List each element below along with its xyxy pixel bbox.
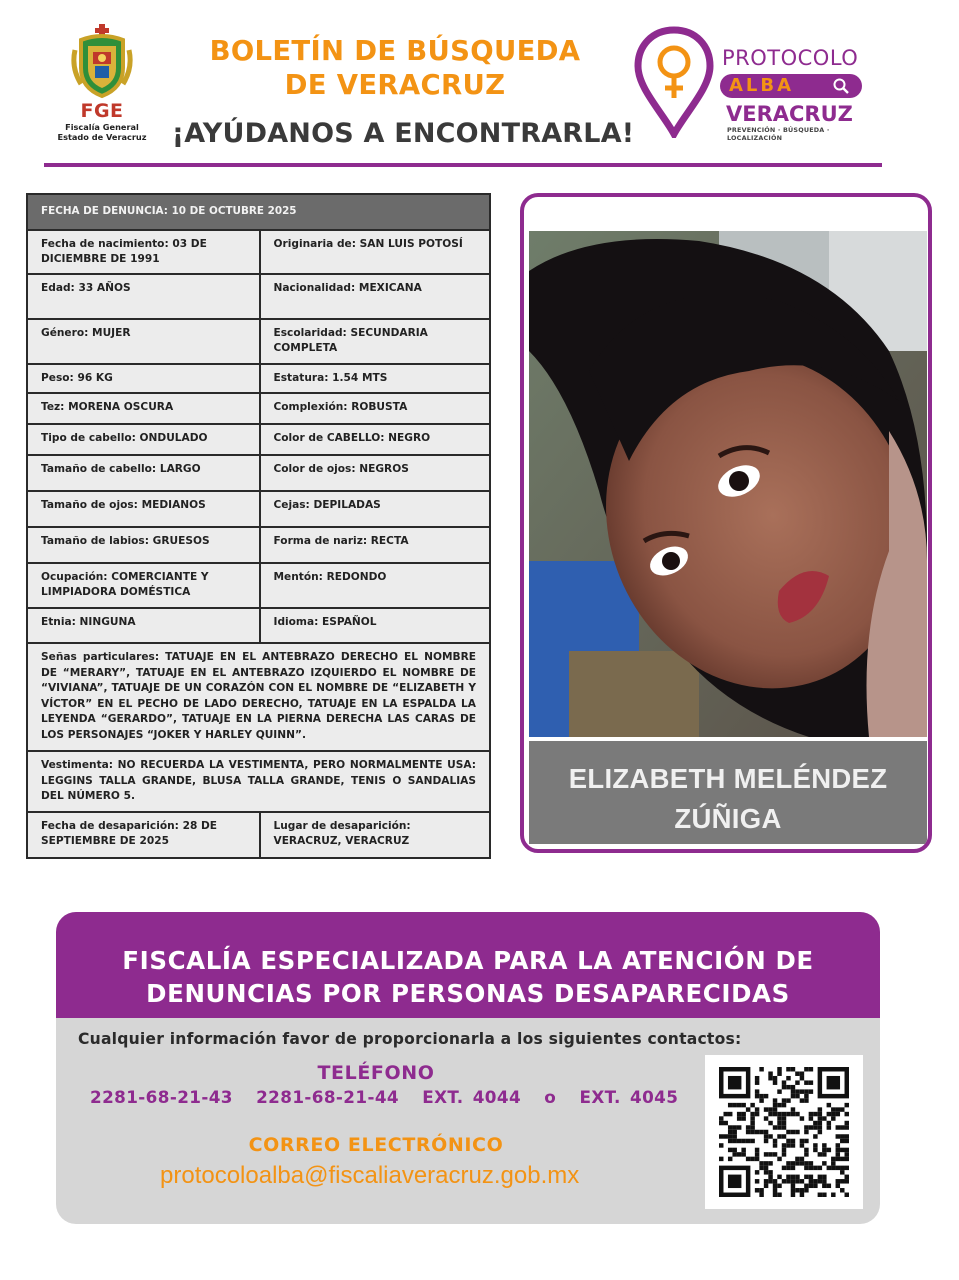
table-row: [28, 528, 489, 564]
table-row: [28, 644, 489, 752]
ethnicity-cell: Etnia: NINGUNA: [41, 616, 136, 628]
table-row: [28, 365, 489, 394]
origin-cell: Originaria de: SAN LUIS POTOSÍ: [259, 231, 490, 273]
search-icon: [832, 77, 850, 95]
protocolo-alba-logo: [632, 26, 872, 142]
table-row: [28, 275, 489, 320]
hair-color-cell: Color de CABELLO: NEGRO: [259, 425, 490, 454]
weight-cell: Peso: 96 KG: [41, 372, 113, 384]
language-cell: Idioma: ESPAÑOL: [259, 609, 490, 642]
qr-code[interactable]: [705, 1055, 863, 1209]
hair-type-cell: Tipo de cabello: ONDULADO: [41, 432, 208, 444]
conjunction-text: o: [544, 1087, 557, 1107]
bulletin-title: [180, 34, 610, 102]
bulletin-title-line1: BOLETÍN DE BÚSQUEDA: [209, 35, 581, 67]
female-symbol-pin-icon: [632, 26, 716, 138]
email-link[interactable]: protocoloalba@fiscaliaveracruz.gob.mx: [160, 1162, 580, 1189]
alba-state-text: VERACRUZ: [726, 102, 853, 126]
help-headline: ¡AYÚDANOS A ENCONTRARLA!: [171, 118, 635, 149]
heading-line2: DENUNCIAS POR PERSONAS DESAPARECIDAS: [146, 979, 790, 1008]
person-name-band: [529, 741, 927, 844]
extension-text: EXT. 4045: [579, 1087, 679, 1107]
nose-shape-cell: Forma de nariz: RECTA: [259, 528, 490, 562]
person-name-line2: ZÚÑIGA: [674, 803, 782, 834]
missing-person-photo: [529, 231, 927, 737]
gender-cell: Género: MUJER: [41, 327, 131, 339]
table-row: [28, 752, 489, 813]
lip-size-cell: Tamaño de labios: GRUESOS: [41, 535, 210, 547]
alba-tagline: PREVENCIÓN · BÚSQUEDA · LOCALIZACIÓN: [727, 126, 830, 142]
bulletin-title-line2: DE VERACRUZ: [284, 69, 506, 101]
missing-person-card: [520, 193, 932, 853]
schooling-cell: Escolaridad: SECUNDARIA COMPLETA: [259, 320, 490, 363]
table-row: [28, 813, 489, 857]
table-row: [28, 320, 489, 365]
extension-text: EXT. 4044: [422, 1087, 522, 1107]
disappearance-place-cell: Lugar de desaparición: VERACRUZ, VERACRUZ: [259, 813, 490, 857]
table-row: [28, 456, 489, 492]
alba-protocolo-text: PROTOCOLO: [722, 46, 859, 70]
table-row: [28, 231, 489, 275]
header-divider: [44, 163, 882, 167]
prosecutor-office-heading: [56, 912, 880, 1018]
birth-date-cell: Fecha de nacimiento: 03 DE DICIEMBRE DE 1991: [41, 238, 207, 265]
veracruz-crest-icon: [71, 24, 133, 100]
clothing-description: Vestimenta: NO RECUERDA LA VESTIMENTA, PERO NORMALMENTE USA: LEGGINS TALLA GRANDE, BLUSA TALLA GRANDE, TENIS O SANDALIAS DEL NÚMERO 5.: [41, 759, 476, 802]
agency-abbr: FGE: [80, 100, 124, 122]
email-label: CORREO ELECTRÓNICO: [248, 1134, 504, 1156]
person-details-table: [26, 193, 491, 859]
age-cell: Edad: 33 AÑOS: [41, 282, 131, 294]
contact-panel: [56, 912, 880, 1224]
phone-link[interactable]: 2281-68-21-43: [90, 1087, 233, 1107]
table-row: [28, 609, 489, 644]
agency-name-line1: Fiscalía General: [65, 122, 139, 132]
eye-color-cell: Color de ojos: NEGROS: [259, 456, 490, 490]
qr-code-icon: [719, 1067, 849, 1197]
chin-cell: Mentón: REDONDO: [259, 564, 490, 607]
phone-label: TELÉFONO: [317, 1062, 435, 1084]
contact-intro: Cualquier información favor de proporcionarla a los siguientes contactos:: [78, 1030, 742, 1048]
heading-line1: FISCALÍA ESPECIALIZADA PARA LA ATENCIÓN DE: [122, 946, 814, 975]
person-name-line1: ELIZABETH MELÉNDEZ: [568, 763, 888, 794]
table-row: [28, 425, 489, 456]
occupation-cell: Ocupación: COMERCIANTE Y LIMPIADORA DOMÉSTICA: [41, 571, 209, 598]
phone-link[interactable]: 2281-68-21-44: [256, 1087, 399, 1107]
agency-name-line2: Estado de Veracruz: [57, 132, 147, 142]
complexion-tone-cell: Tez: MORENA OSCURA: [41, 401, 174, 413]
phone-numbers: [90, 1087, 692, 1107]
height-cell: Estatura: 1.54 MTS: [259, 365, 490, 392]
nationality-cell: Nacionalidad: MEXICANA: [259, 275, 490, 318]
eye-size-cell: Tamaño de ojos: MEDIANOS: [41, 499, 206, 511]
table-row: [28, 492, 489, 528]
eyebrows-cell: Cejas: DEPILADAS: [259, 492, 490, 526]
alba-word: ALBA: [729, 75, 795, 96]
distinguishing-marks: Señas particulares: TATUAJE EN EL ANTEBRAZO DERECHO EL NOMBRE DE “MERARY”, TATUAJE EN EL ANTEBRAZO IZQUIERDO EL NOMBRE DE “VIVIANA”, TATUAJE DE UN CORAZÓN CON EL NOMBRE DE “ELIZABETH Y VÍCTOR” EN EL PECHO DE LADO DERECHO, TATUAJE EN LA ESPALDA LA LEYENDA “GERARDO”, TATUAJE EN LA PIERNA DERECHA LAS CARAS DE LOS PERSONAJES “JOKER Y HARLEY QUINN”.: [41, 651, 476, 741]
hair-length-cell: Tamaño de cabello: LARGO: [41, 463, 201, 475]
table-row: [28, 394, 489, 425]
fge-logo: [50, 24, 154, 154]
disappearance-date-cell: Fecha de desaparición: 28 DE SEPTIEMBRE DE 2025: [41, 820, 218, 847]
table-row: [28, 564, 489, 609]
report-date: FECHA DE DENUNCIA: 10 DE OCTUBRE 2025: [28, 195, 489, 231]
build-cell: Complexión: ROBUSTA: [259, 394, 490, 423]
